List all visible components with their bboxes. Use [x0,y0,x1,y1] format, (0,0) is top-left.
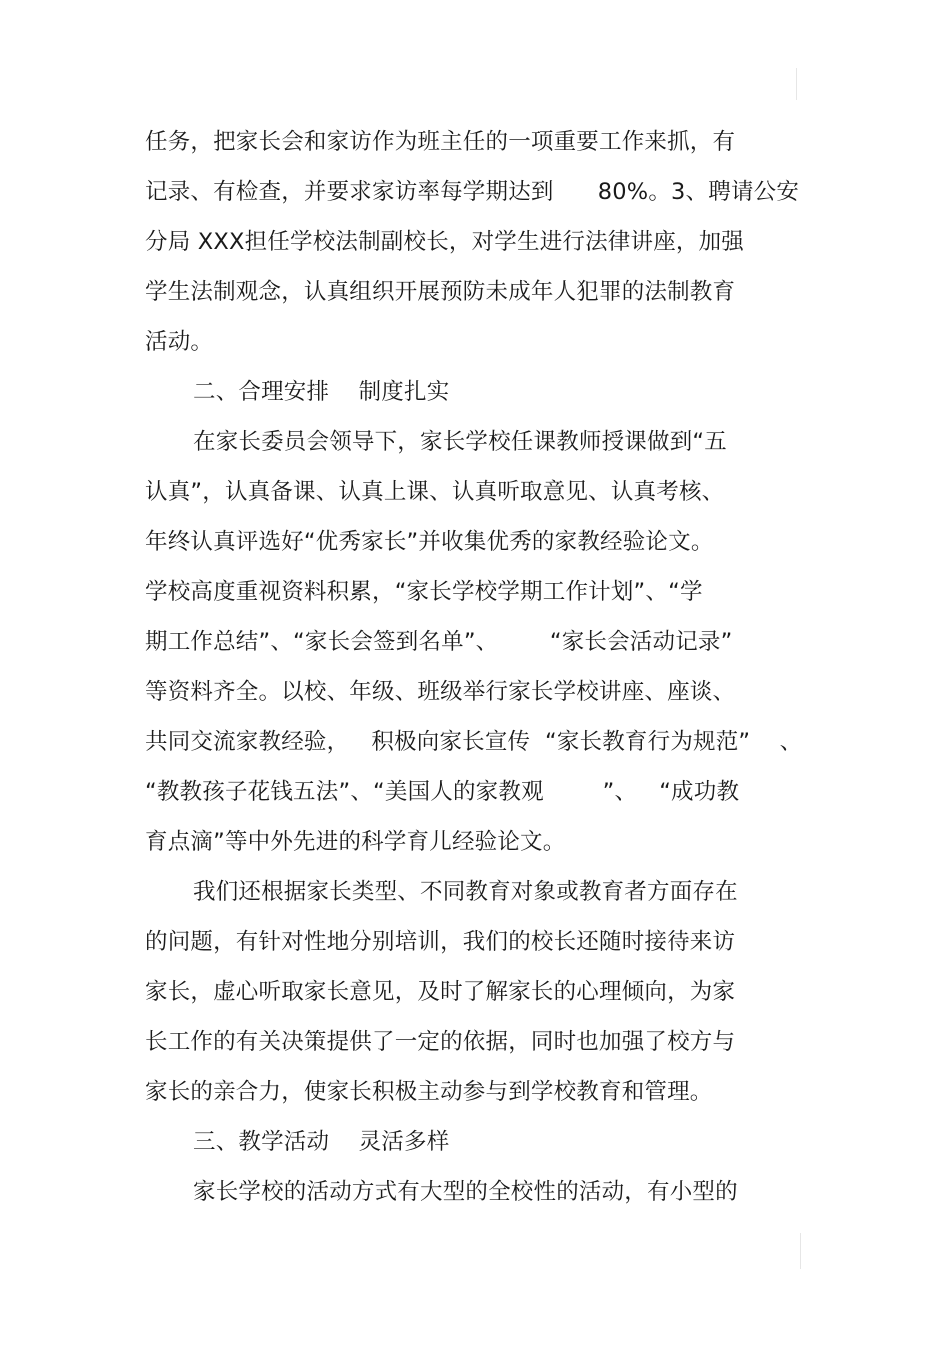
text-line: 学生法制观念，认真组织开展预防未成年人犯罪的法制教育 [145,279,736,305]
text-line: 家长，虚心听取家长意见，及时了解家长的心理倾向，为家 [145,979,736,1005]
section-heading: 三、教学活动 灵活多样 [193,1129,450,1155]
text-line: 任务，把家长会和家访作为班主任的一项重要工作来抓，有 [145,129,736,155]
text-line: 家长的亲合力，使家长积极主动参与到学校教育和管理。 [145,1079,713,1105]
section-heading: 二、合理安排 制度扎实 [193,379,450,405]
page-corner-mark-bottom [800,1233,801,1269]
page-corner-mark-top [796,68,797,100]
text-line: 长工作的有关决策提供了一定的依据，同时也加强了校方与 [145,1029,736,1055]
text-line: 期工作总结”、“家长会签到名单”、 “家长会活动记录” [145,629,733,655]
text-line: 年终认真评选好“优秀家长”并收集优秀的家教经验论文。 [145,529,714,555]
text-line: 分局 XXX担任学校法制副校长，对学生进行法律讲座，加强 [145,229,744,255]
text-line: 在家长委员会领导下，家长学校任课教师授课做到“五 [193,429,727,455]
text-line: 我们还根据家长类型、不同教育对象或教育者方面存在 [193,879,738,905]
text-line: 等资料齐全。以校、年级、班级举行家长学校讲座、座谈、 [145,679,736,705]
text-line: 学校高度重视资料积累，“家长学校学期工作计划”、“学 [145,579,703,605]
text-line: 育点滴”等中外先进的科学育儿经验论文。 [145,829,566,855]
text-line: 活动。 [145,329,214,355]
text-line: 家长学校的活动方式有大型的全校性的活动，有小型的 [193,1179,738,1205]
text-line: 认真”，认真备课、认真上课、认真听取意见、认真考核、 [145,479,725,505]
text-line: “教教孩子花钱五法”、“美国人的家教观 ”、 “成功教 [145,779,740,805]
text-line: 共同交流家教经验， 积极向家长宣传 “家长教育行为规范” 、 [145,729,803,755]
text-line: 的问题，有针对性地分别培训，我们的校长还随时接待来访 [145,929,736,955]
text-line: 记录、有检查，并要求家访率每学期达到 80%。3、聘请公安 [145,179,800,205]
